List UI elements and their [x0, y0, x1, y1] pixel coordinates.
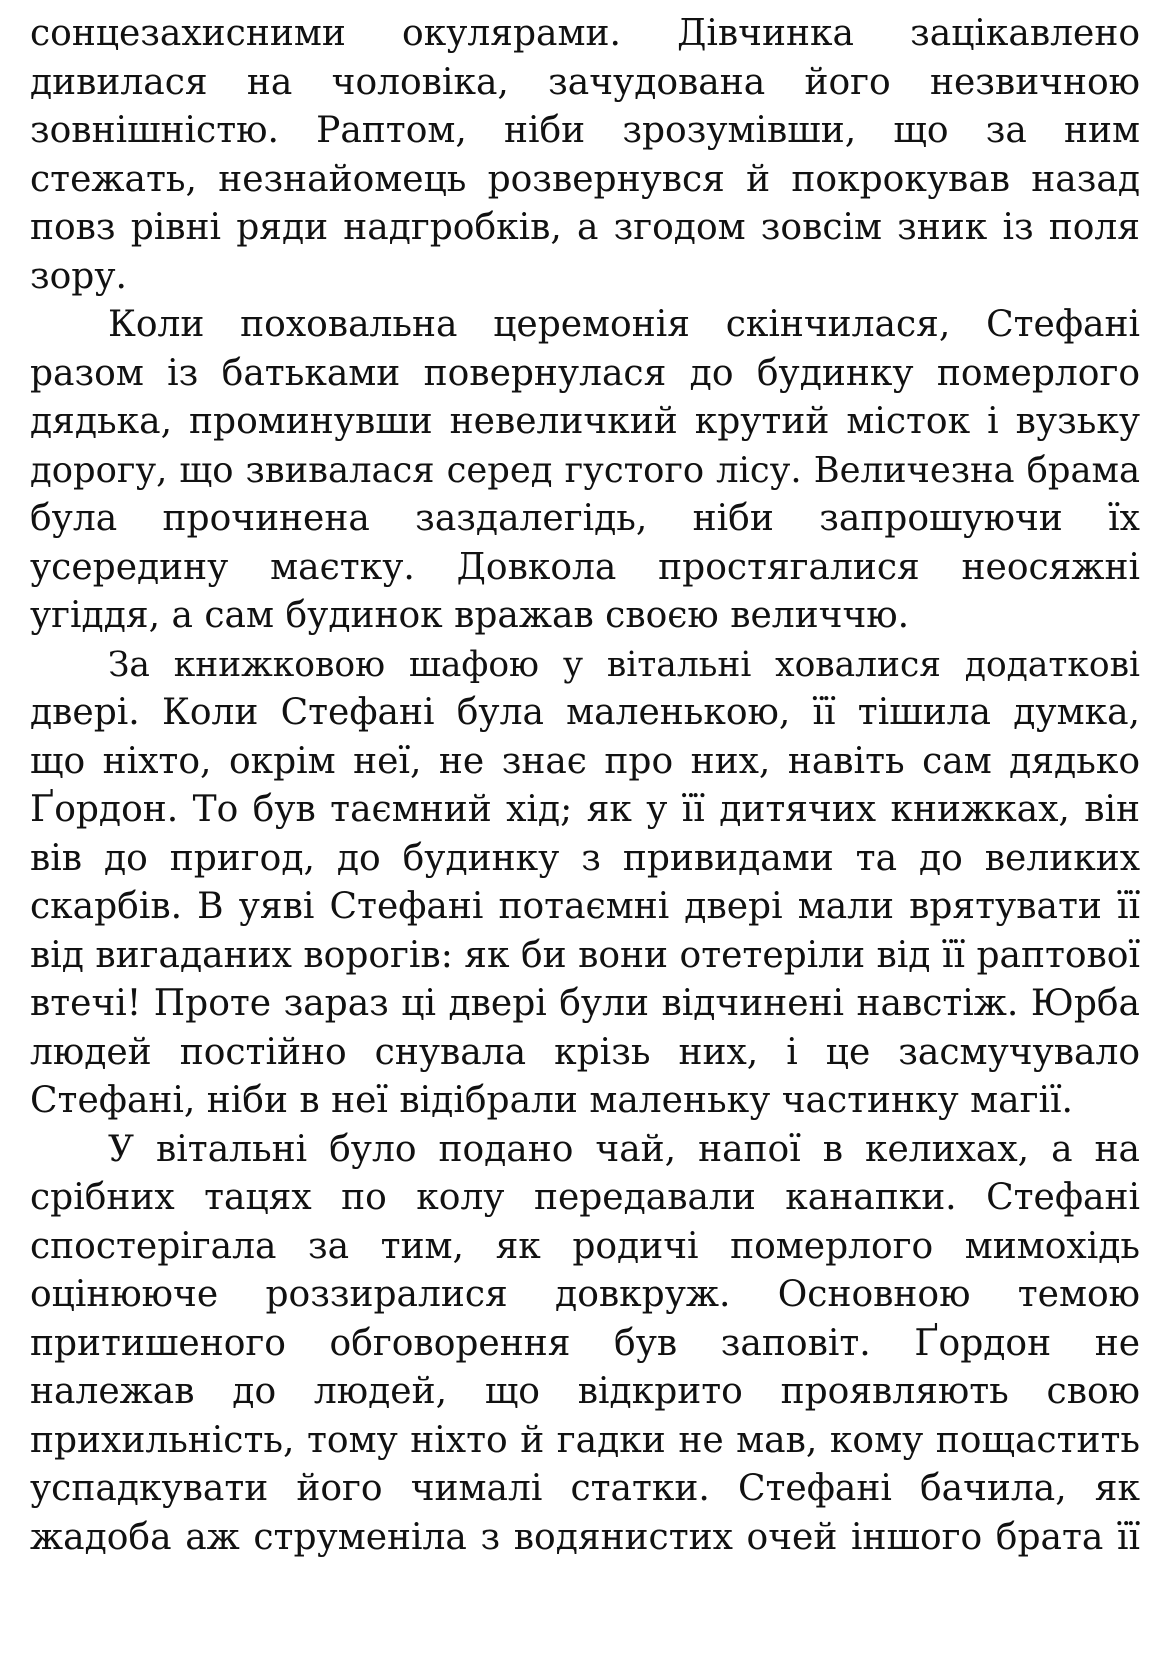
text-line: дядька, проминувши невеличкий крутий місток і вузьку — [30, 401, 1140, 442]
text-line: Коли поховальна церемонія скінчилася, Стефані — [108, 304, 1140, 345]
text-line: дорогу, що звивалася серед густого лісу. Величезна брама — [30, 449, 1140, 491]
text-line: оцінююче роззиралися довкруж. Основною темою — [30, 1274, 1140, 1315]
text-line: прихильність, тому ніхто й гадки не мав, кому пощастить — [30, 1419, 1140, 1461]
text-line: скарбів. В уяві Стефані потаємні двері мали врятувати її — [30, 886, 1140, 927]
text-line: Стефані, ніби в неї відібрали маленьку частинку магії. — [30, 1080, 1073, 1121]
paragraph — [30, 10, 1140, 301]
text-line: двері. Коли Стефані була маленькою, її тішила думка, — [30, 692, 1140, 733]
text-line: У вітальні було подано чай, напої в келихах, а на — [108, 1128, 1140, 1170]
text-line: За книжковою шафою у вітальні ховалися додаткові — [108, 644, 1140, 685]
text-line: притишеного обговорення був заповіт. Ґордон не — [30, 1322, 1140, 1364]
paragraph — [30, 301, 1140, 641]
text-line: разом із батьками повернулася до будинку померлого — [30, 352, 1140, 394]
text-line: втечі! Проте зараз ці двері були відчинені навстіж. Юрба — [30, 983, 1140, 1024]
text-line: сонцезахисними окулярами. Дівчинка зацікавлено — [30, 13, 1140, 54]
paragraph — [30, 641, 1140, 1126]
text-line: дивилася на чоловіка, зачудована його незвичною — [30, 61, 1140, 103]
text-line: успадкувати його чималі статки. Стефані бачила, як — [30, 1468, 1140, 1509]
paragraph — [30, 1126, 1140, 1563]
text-line: жадоба аж струменіла з водянистих очей іншого брата її — [30, 1516, 1140, 1558]
text-line: людей постійно снувала крізь них, і це засмучувало — [30, 1031, 1140, 1073]
text-line: угіддя, а сам будинок вражав своєю величчю. — [30, 595, 910, 636]
text-line: вів до пригод, до будинку з привидами та до великих — [30, 837, 1140, 879]
text-line: зовнішністю. Раптом, ніби зрозумівши, що за ним — [30, 110, 1140, 151]
text-line: була прочинена заздалегідь, ніби запрошуючи їх — [30, 498, 1140, 539]
text-line: стежать, незнайомець розвернувся й покрокував назад — [30, 158, 1140, 200]
text-line: Ґордон. То був таємний хід; як у її дитячих книжках, він — [30, 789, 1140, 830]
text-line: повз рівні ряди надгробків, а згодом зовсім зник із поля — [30, 207, 1140, 248]
text-line: усередину маєтку. Довкола простягалися неосяжні — [30, 546, 1140, 588]
text-line: зору. — [30, 255, 127, 297]
text-line: срібних тацях по колу передавали канапки. Стефані — [30, 1177, 1140, 1218]
text-line: що ніхто, окрім неї, не знає про них, навіть сам дядько — [30, 740, 1140, 782]
text-line: від вигаданих ворогів: як би вони отетеріли від її раптової — [30, 934, 1140, 976]
document-page — [30, 10, 1140, 1562]
text-line: належав до людей, що відкрито проявляють свою — [30, 1371, 1140, 1412]
text-line: спостерігала за тим, як родичі померлого мимохідь — [30, 1225, 1140, 1267]
